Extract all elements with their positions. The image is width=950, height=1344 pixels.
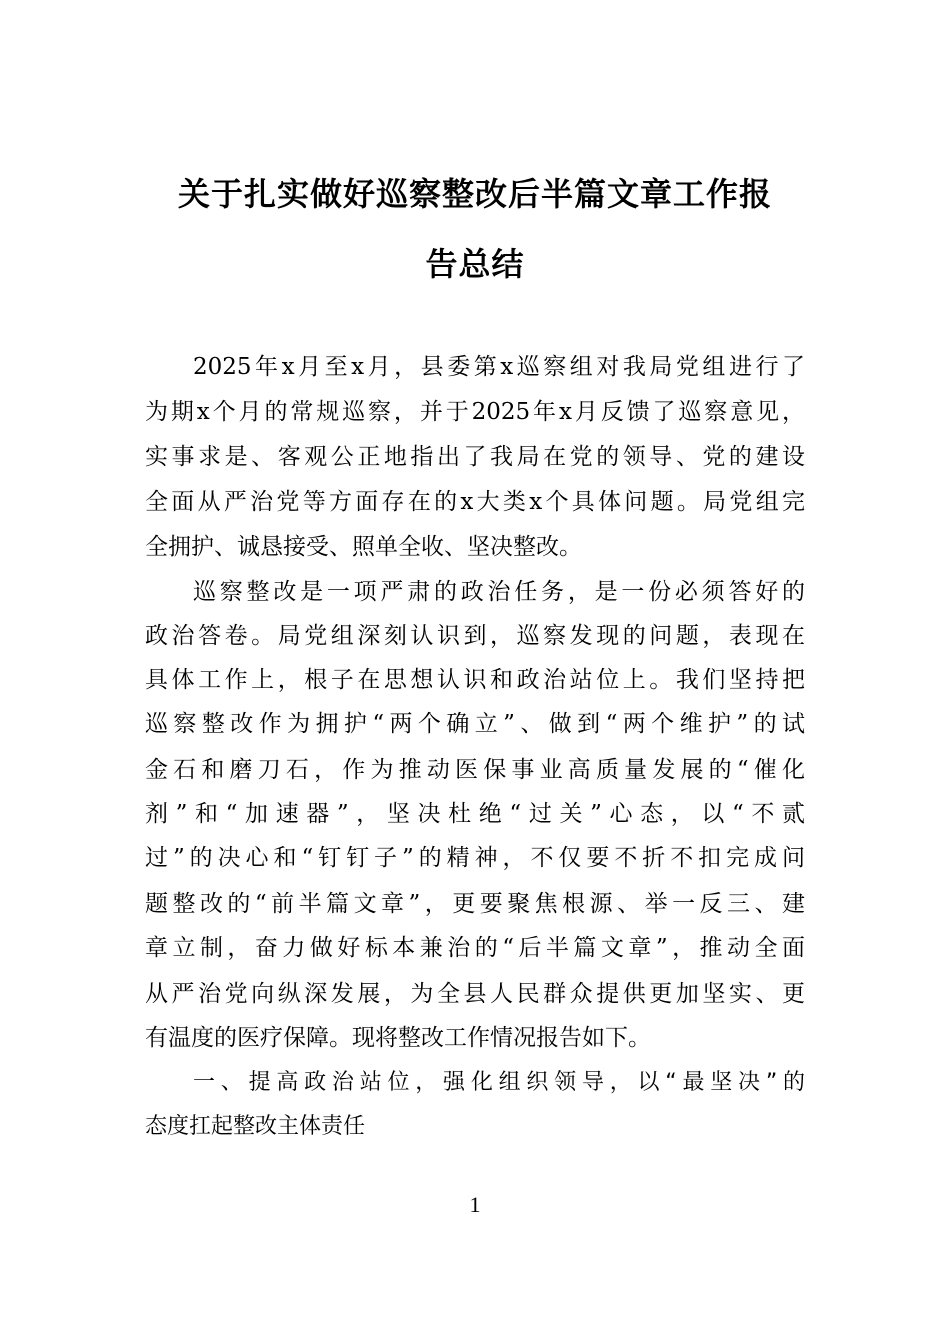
paragraph-1-line-4: 全面从严治党等方面存在的x大类x个具体问题。局党组完 xyxy=(145,489,805,515)
paragraph-1-line-3: 实事求是、客观公正地指出了我局在党的领导、党的建设 xyxy=(145,444,805,470)
paragraph-2-line-8: 题整改的“前半篇文章”，更要聚焦根源、举一反三、建 xyxy=(145,891,805,917)
paragraph-2-line-4: 巡察整改作为拥护“两个确立”、做到“两个维护”的试 xyxy=(145,711,805,737)
paragraph-2-line-2: 政治答卷。局党组深刻认识到，巡察发现的问题，表现在 xyxy=(145,623,805,649)
paragraph-2-line-9: 章立制，奋力做好标本兼治的“后半篇文章”，推动全面 xyxy=(145,935,805,961)
paragraph-2-line-7: 过”的决心和“钉钉子”的精神，不仅要不折不扣完成问 xyxy=(145,845,805,871)
paragraph-2-line-3: 具体工作上，根子在思想认识和政治站位上。我们坚持把 xyxy=(145,667,805,693)
paragraph-2-line-6: 剂”和“加速器”，坚决杜绝“过关”心态，以“不贰 xyxy=(145,801,805,827)
paragraph-1-line-5: 全拥护、诚恳接受、照单全收、坚决整改。 xyxy=(145,534,582,560)
paragraph-2-line-11: 有温度的医疗保障。现将整改工作情况报告如下。 xyxy=(145,1025,651,1051)
document-title-line-1: 关于扎实做好巡察整改后半篇文章工作报 xyxy=(177,175,772,213)
paragraph-1-line-2: 为期x个月的常规巡察，并于2025年x月反馈了巡察意见， xyxy=(145,399,805,425)
section-heading-1-line-2: 态度扛起整改主体责任 xyxy=(145,1114,366,1139)
paragraph-1-line-1: 2025年x月至x月，县委第x巡察组对我局党组进行了 xyxy=(193,354,805,380)
paragraph-2-line-10: 从严治党向纵深发展，为全县人民群众提供更加坚实、更 xyxy=(145,981,805,1007)
page-number: 1 xyxy=(469,1192,481,1217)
paragraph-2-line-1: 巡察整改是一项严肃的政治任务，是一份必须答好的 xyxy=(193,579,805,605)
section-heading-1-line-1: 一、提高政治站位，强化组织领导，以“最坚决”的 xyxy=(193,1070,805,1095)
document-title-line-2: 告总结 xyxy=(425,245,525,283)
paragraph-2-line-5: 金石和磨刀石，作为推动医保事业高质量发展的“催化 xyxy=(145,757,805,783)
